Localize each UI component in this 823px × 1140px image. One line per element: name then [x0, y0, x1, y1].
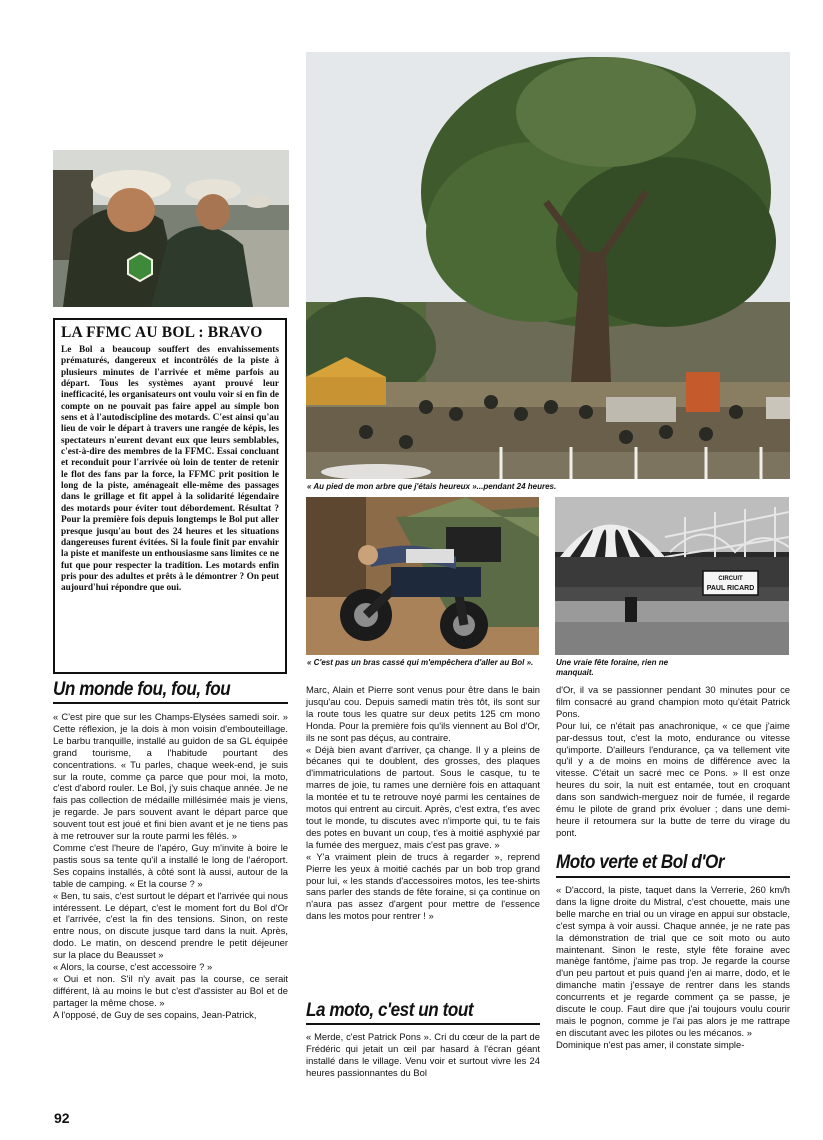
photo-fairground [555, 497, 789, 655]
heading-rule [53, 702, 288, 704]
paragraph: A l'opposé, de Guy de ses copains, Jean-Patrick, [53, 1008, 257, 1020]
column-3 [556, 684, 790, 839]
caption-tree: « Au pied de mon arbre que j'étais heureux »...pendant 24 heures. [307, 482, 557, 491]
heading-un-monde-fou: Un monde fou, fou, fou [53, 679, 231, 700]
caption-bike: « C'est pas un bras cassé qui m'empêchera d'aller au Bol ». [307, 658, 534, 667]
section3-text [556, 884, 790, 1051]
heading-la-moto: La moto, c'est un tout [306, 1000, 474, 1021]
paragraph: « Y'a vraiment plein de trucs à regarder », reprend Pierre les yeux à moitié cachés par un bob trop grand pour lui, « les stands d'accessoires motos, les tee-shirts sans parler des stands de fête foraine, si ça continue on n'aura pas assez d'argent pour mettre de l'essence dans les motos pour rentrer ! » [306, 850, 540, 922]
paragraph: « Merde, c'est Patrick Pons ». Cri du cœur de la part de Frédéric qui jetait un œil par hasard à l'écran géant installé dans le village. Venu voir et surtout vivre les 24 heures passionnantes du Bol [306, 1031, 540, 1078]
sidebar-title: LA FFMC AU BOL : BRAVO [61, 324, 263, 341]
circuit-sign-line2: PAUL RICARD [706, 585, 755, 592]
photo-marshals [53, 150, 289, 307]
paragraph: « Déjà bien avant d'arriver, ça change. Il y a pleins de bécanes qui te doublent, des grosses, des plaques d'immatriculations de partout. Sous le casque, tu te marres de joie, tu rames une dernière fois en attaquant la montée et tu te retrouve noyé parmi les centaines de motos qui entrent au circuit. Après, c'est extra, t'es avec tout le monde, tu discutes avec n'importe qui, tu te fais des potes en buvant un coup, t'es à moitié asphyxié par la fumée des merguez, mais c'est pas grave. » [306, 743, 540, 850]
sidebar-text: Le Bol a beaucoup souffert des envahissements prématurés, dangereux et incontrôlés de la piste à plusieurs minutes de l'arrivée et même parfois au départ. Tous les systèmes ayant prouvé leur inefficacité, les organisateurs ont voulu voir si en fin de compte on ne pouvait pas faire appel au simple bon sens et à l'autodiscipline des motards. C'est ainsi qu'au lieu de voir le départ à travers une rangée de képis, les spectateurs n'eurent devant eux que leurs semblables, c'est-à-dire des membres de la FFMC. Essai concluant et reconduit pour l'arrivée où loin de tenter de retenir le flot des fans par la force, la FFMC prit position le long de la piste, aménageait elle-même des passages dans le grillage et fit appel à la solidarité légendaire des motards pour éviter tout débordement. Résultat ? Pour la première fois depuis longtemps le Bol put aller presque jusqu'au bout des 24 heures et les situations dangereuses furent évitées. Si la foule finit par envahir la piste et manifeste un enthousiasme sans limites ce ne fut que pour respecter la tradition. Les motards enfin pris pour des adultes et prêts à le démontrer ? On peut aujourd'hui répondre que oui. [61, 345, 279, 594]
paragraph: « Alors, la course, c'est accessoire ? » [53, 961, 213, 973]
circuit-sign-line1: CIRCUIT [718, 576, 743, 582]
paragraph: « Ben, tu sais, c'est surtout le départ et l'arrivée qui nous intéressent. Le départ, c'est le moment fort du Bol d'Or et l'arrivée, c'est la fin des tensions. Sinon, on reste entre nous, on discute jusque tard dans la nuit. Après, dodo. Le matin, on descend prendre le petit déjeuner sur la place du Beausset » [53, 889, 288, 961]
paragraph: Pour lui, ce n'était pas anachronique, « ce que j'aime par-dessus tout, c'est la moto, endurance ou vitesse qu'importe. D'ailleurs l'endurance, ça va tellement vite qu'il y a de moins en moins de différence avec la vitesse. C'était un sacré mec ce Pons. » Il est onze heures du soir, la nuit est entamée, tout en croquant dans son sandwich-merguez noir de fumée, il regarde ému le pilote de grand prix évoluer ; dans une demi-heure il retournera sur la butte de terre du virage du pont. [556, 719, 790, 838]
caption-fair: Une vraie fête foraine, rien ne manquait. [556, 658, 669, 677]
paragraph: « Oui et non. S'il n'y avait pas la course, ce serait différent, là au moins le but c'est d'assister au Bol et de partager la même chose. » [53, 972, 288, 1008]
heading-rule [556, 876, 790, 878]
paragraph: Marc, Alain et Pierre sont venus pour être dans le bain jusqu'au cou. Depuis samedi matin très tôt, ils sont sur la route tous les quatre sur deux petits 125 cm mono Honda. Pour la première fois qu'ils viennent au Bol d'Or, ils ne sont pas déçus, au contraire. [306, 684, 540, 743]
paragraph: « D'accord, la piste, taquet dans la Verrerie, 260 km/h dans la ligne droite du Mistral, c'est chouette, mais une belle marche en trial ou un virage en appui sur obstacle, c'est sympa à voir aussi. Chaque année, je ne rate pas la démonstration de trial que ce soit moto ou auto maintenant. Sinon le reste, style fête foraine avec manège fantôme, j'aime pas trop. Je regarde la course d'un peu partout et puis quand j'en ai marre, dodo, et le dimanche matin j'essaye de rentrer dans les stands concurrents et je regarde comment ça se passe, je discute le coup. Faut dire que j'ai toujours voulu courir mais le pognon, comme je l'ai pas alors je me rattrape en discutant avec les pilotes ou les mécanos. » [556, 884, 790, 1038]
paragraph: « C'est pire que sur les Champs-Elysées samedi soir. » Cette réflexion, je la dois à mon voisin d'embouteillage. Le barbu tranquille, installé au guidon de sa GL équipée grand tourisme, a l'habitude pourtant des concentrations. « Tu parles, chaque week-end, je suis sur la route, comme ça parce que pour moi, la moto, c'est d'abord rouler. Le Bol, j'y suis chaque année. Je ne fais pas collection de médaille millésimée mais je viens, je regarde. Je pars souvent avant le départ parce que souvent tout est joué et fini bien avant et je ne tiens pas à me retrouver sur la route parmi les fêlés. » [53, 711, 288, 842]
column-2 [306, 684, 540, 922]
section2-text [306, 1031, 540, 1079]
paragraph: d'Or, il va se passionner pendant 30 minutes pour ce film consacré au grand champion moto qu'était Patrick Pons. [556, 684, 790, 719]
page-number: 92 [54, 1110, 70, 1126]
heading-rule [306, 1023, 540, 1025]
paragraph: Dominique n'est pas amer, il constate simple- [556, 1038, 745, 1050]
column-1 [53, 711, 288, 1021]
paragraph: Comme c'est l'heure de l'apéro, Guy m'invite à boire le pastis sous sa tente qu'il a installé le long de l'aéroport. Ses copains installés, à côté sont là aussi, autour de la table de camping. « Et la course ? » [53, 841, 288, 889]
photo-biker-resting [306, 497, 539, 655]
photo-tree-crowd [306, 52, 790, 479]
sidebar-box-ffmc [53, 318, 287, 674]
heading-moto-verte: Moto verte et Bol d'Or [556, 852, 725, 873]
